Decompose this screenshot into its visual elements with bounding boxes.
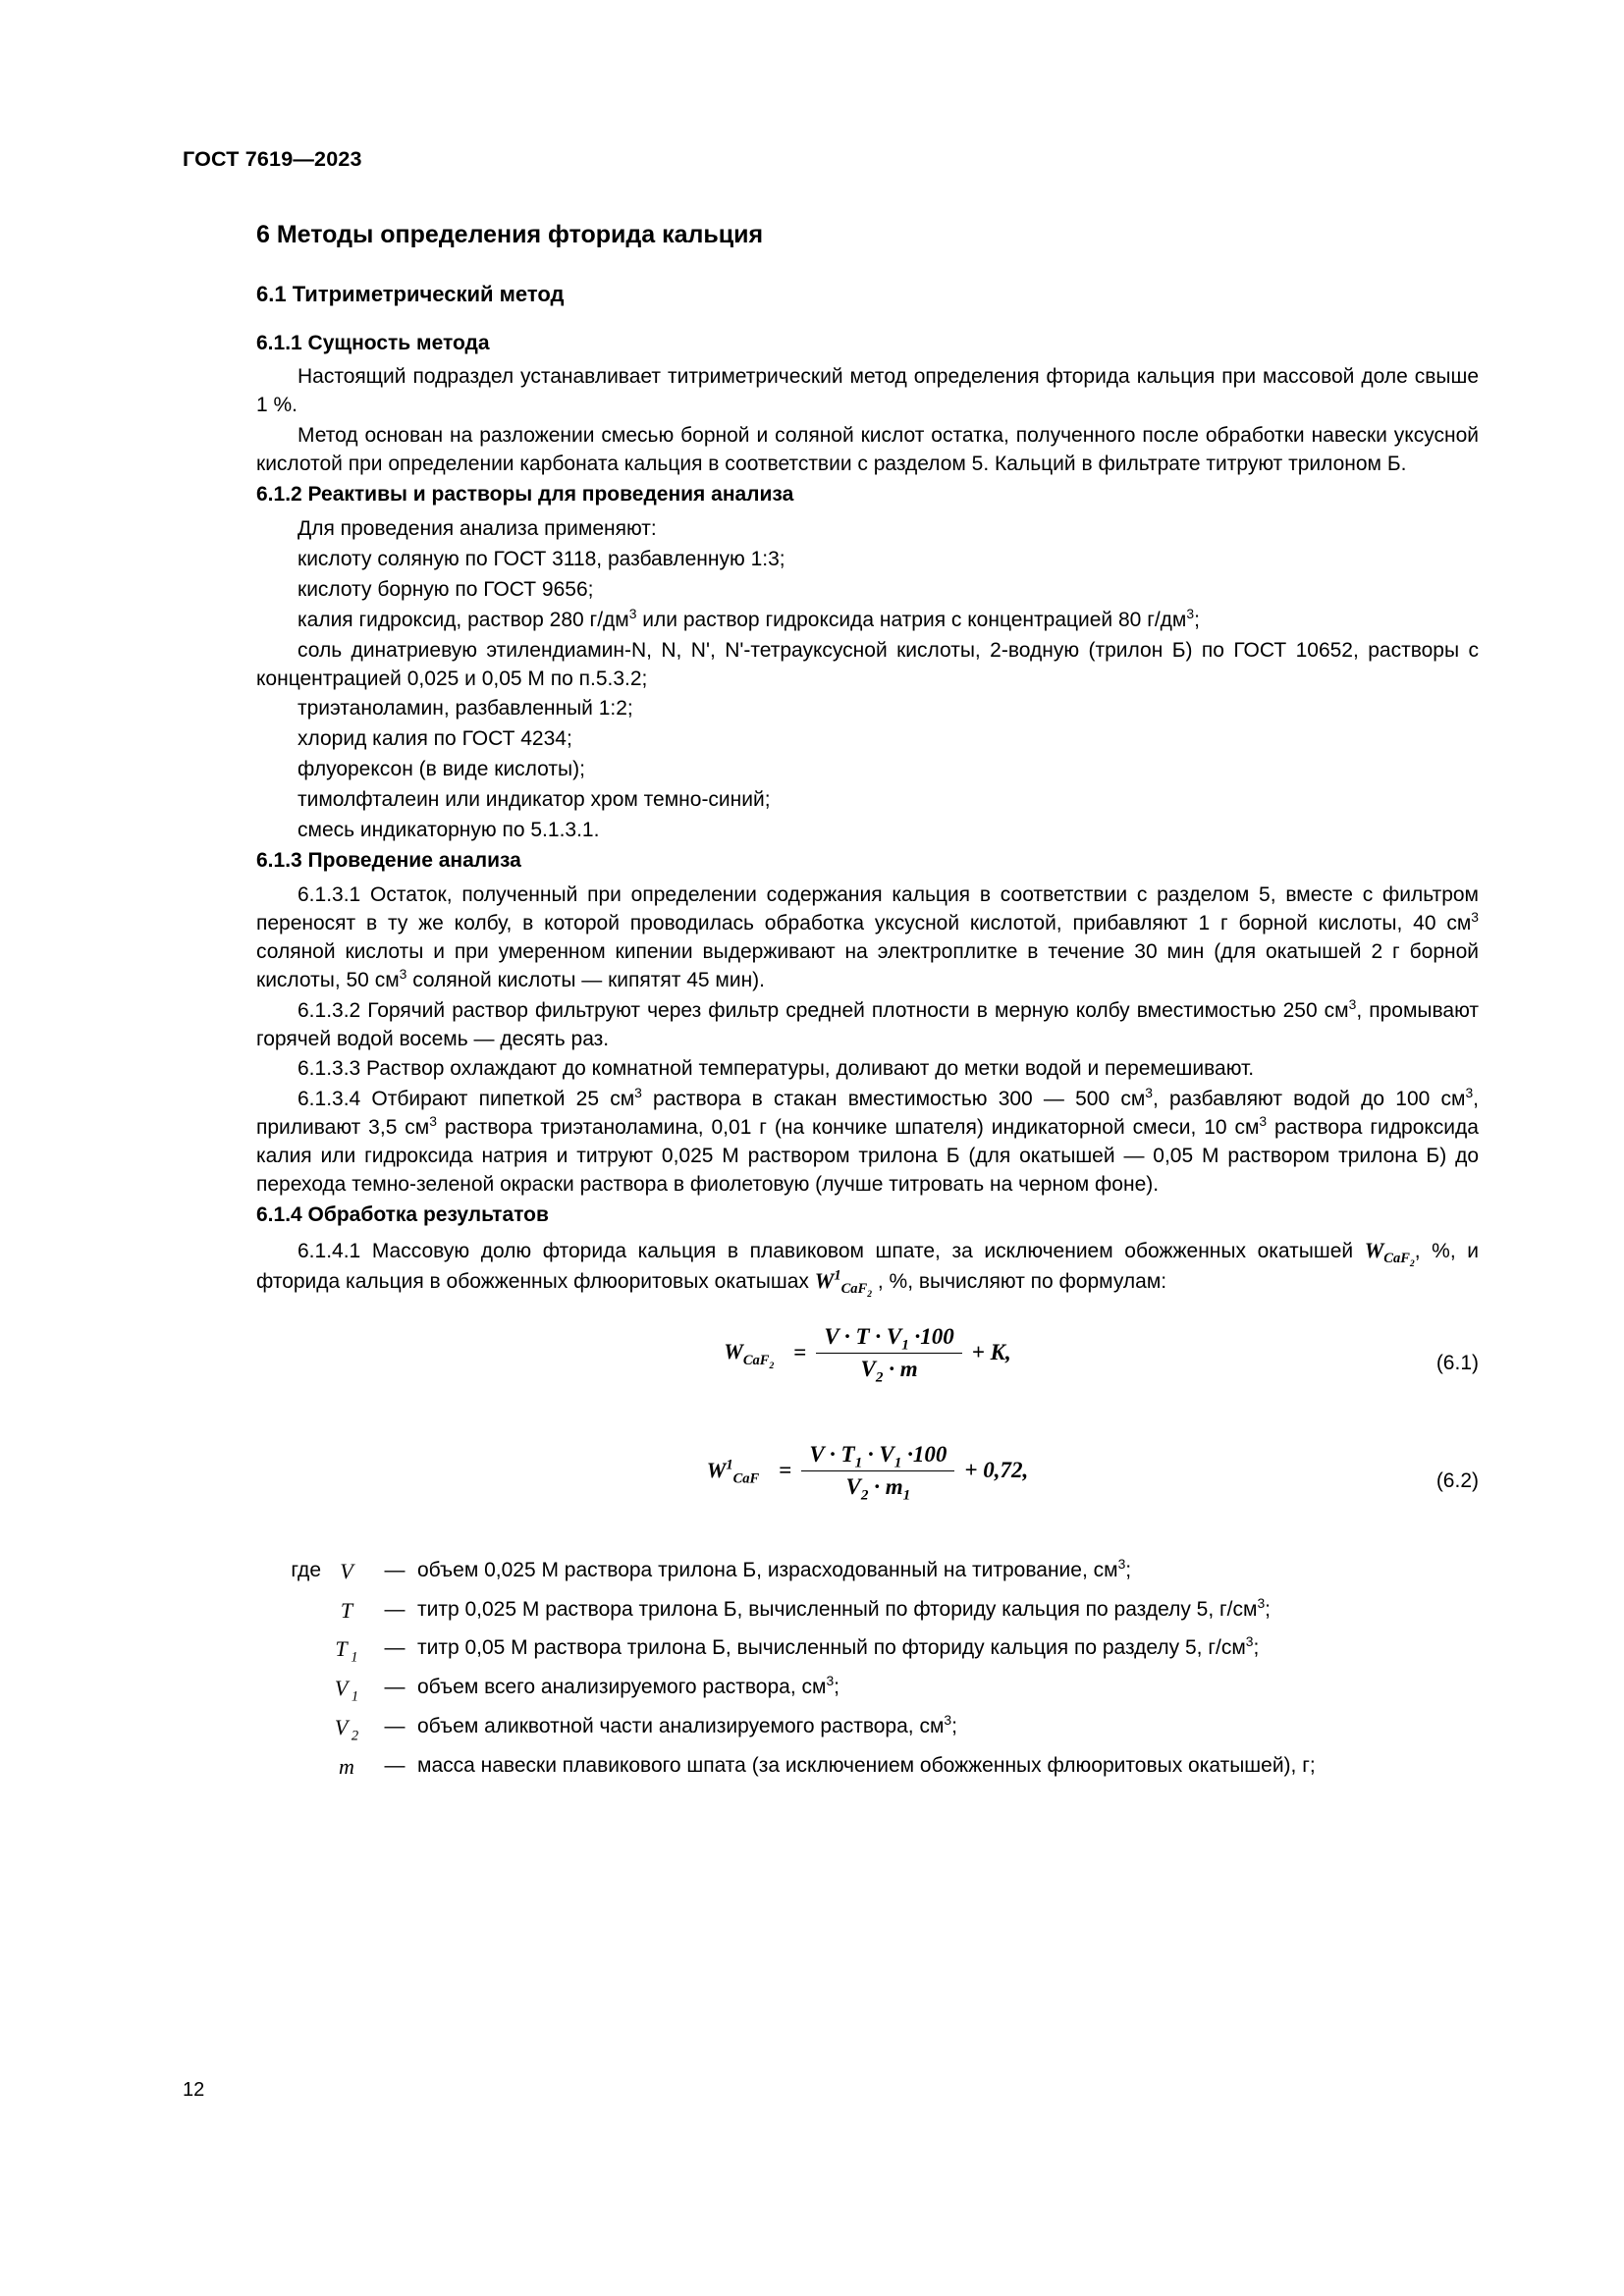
definition-symbol: T $_1$ [335,1636,358,1666]
reagent-item-8: тимолфталеин или индикатор хром темно-синий; [298,788,771,812]
reagent-item-3: калия гидроксид, раствор 280 $г/дм^3$ или раствор гидроксида натрия с концентрацией 80 $г/дм^3$; [298,605,1200,631]
standard-header: ГОСТ 7619—2023 [183,147,362,171]
section-title: 6 Методы определения фторида кальция [256,221,764,248]
analysis-heading: 6.1.3 Проведение анализа [256,849,521,873]
essence-heading: 6.1.1 Сущность метода [256,332,490,355]
formula-6-1-number: (6.1) [1435,1351,1479,1374]
definition-dash: — [384,1715,406,1738]
formula-6-1-fraction [816,1323,961,1386]
formula-6-1-tail: + K, [971,1340,1011,1365]
reagent-item-9: смесь индикаторную по 5.1.3.1. [298,819,600,842]
results-paragraph-1 [256,1236,1479,1300]
reagent-item-2: кислоту борную по ГОСТ 9656; [298,577,594,601]
definition-row [256,1629,1479,1669]
formula-6-2-tail: + 0,72, [964,1458,1029,1483]
formula-6-2-numerator: $V \cdot T_1 \cdot V_1 \cdot 100$ [801,1442,954,1471]
reagents-heading: 6.1.2 Реактивы и растворы для проведения анализа [256,483,794,507]
reagents-intro: Для проведения анализа применяют: [298,516,657,540]
where-spacer [256,1669,321,1708]
definition-description: титр 0,05 М раствора трилона Б, вычисленный по фториду кальция по разделу 5, $г/см^3$; [417,1633,1260,1660]
formula-6-1-equals: = [793,1340,807,1365]
analysis-paragraph-1: 6.1.3.1 Остаток, полученный при определении содержания кальция в соответствии с разделом 5, вместе с фильтром переносят в ту же колбу, в которой проводилась обработка уксусной кислотой, прибавляют 1 г борной кислоты, 40 $см^3$ соляной кислоты и при умеренном кипении выдерживают на электроплитке в течение 30 мин (для окатышей 2 г борной кислоты, 50 $см^3$ соляной кислоты — кипятят 45 мин). [256,882,1479,991]
definitions-table [256,1552,1479,1787]
definition-symbol: T [340,1597,353,1623]
definition-dash: — [384,1676,406,1699]
definition-row [256,1708,1479,1747]
formula-6-2-equals: = [779,1458,792,1483]
formula-6-1-expression [724,1323,1011,1386]
where-spacer [256,1747,321,1787]
definition-description: титр 0,025 М раствора трилона Б, вычисленный по фториду кальция по разделу 5, $г/см^3$; [417,1594,1272,1621]
essence-paragraph-1: Настоящий подраздел устанавливает титриметрический метод определения фторида кальция при массовой доле свыше 1 %. [256,365,1479,417]
reagent-item-7: флуорексон (в виде кислоты); [298,758,585,781]
where-spacer [256,1591,321,1630]
definition-row [256,1552,1479,1591]
results-text-part-3: , %, вычисляют по формулам: [872,1269,1167,1293]
results-heading: 6.1.4 Обработка результатов [256,1203,549,1227]
reagent-item-1: кислоту соляную по ГОСТ 3118, разбавленную 1:3; [298,547,785,570]
formula-6-2-number: (6.2) [1435,1468,1479,1492]
subsection-title: 6.1 Титриметрический метод [256,281,565,306]
definitions-block [256,1552,1479,1787]
symbol-w-caf2: $W_{CaF_2}$ [1364,1237,1415,1269]
results-text-part-2: , %, и фторида кальция в обожженных флюоритовых окатышах [256,1239,1479,1293]
definition-description: объем аликвотной части анализируемого раствора, $см^3$; [417,1712,957,1738]
symbol-w1-caf2: $W^1_{CaF_2}$ [814,1267,873,1300]
formula-6-2 [256,1442,1479,1526]
formula-6-1-denominator: $V_2 \cdot m$ [860,1356,918,1386]
page-content [183,147,1479,1787]
page-number: 12 [183,2079,205,2101]
formula-6-1 [256,1324,1479,1409]
formula-6-1-lhs: $W_{CaF_2}$ [724,1339,775,1371]
formula-6-2-lhs: $W^1_{CaF}$ [706,1457,760,1487]
where-label: где [291,1558,321,1581]
definition-symbol: V $_2$ [334,1715,359,1744]
definition-row [256,1747,1479,1787]
formula-6-2-denominator: $V_2 \cdot m_1$ [845,1473,911,1504]
definition-dash: — [384,1597,406,1621]
analysis-paragraph-2: 6.1.3.2 Горячий раствор фильтруют через фильтр средней плотности в мерную колбу вместимостью 250 $см^3$, промывают горячей водой восемь — десять раз. [256,995,1480,1050]
where-spacer [256,1708,321,1747]
formula-6-2-expression [706,1441,1029,1504]
essence-paragraph-2: Метод основан на разложении смесью борной и соляной кислот остатка, полученного после обработки навески уксусной кислотой при определении карбоната кальция в соответствии с разделом 5. Кальций в фильтрате титруют трилоном Б. [256,424,1479,476]
definition-row [256,1669,1479,1708]
definition-dash: — [384,1636,406,1660]
where-spacer [256,1629,321,1669]
formula-6-2-fraction [801,1441,954,1504]
body-column [256,219,1479,1787]
reagent-item-5: триэтаноламин, разбавленный 1:2; [298,697,633,721]
definition-symbol: V [340,1558,353,1583]
analysis-paragraph-3: 6.1.3.3 Раствор охлаждают до комнатной температуры, доливают до метки водой и перемешивают. [298,1057,1255,1081]
definition-description: объем 0,025 М раствора трилона Б, израсходованный на титрование, $см^3$; [417,1555,1132,1581]
definition-symbol: m [339,1754,354,1780]
definition-dash: — [384,1754,406,1778]
definition-row [256,1591,1479,1630]
definition-description: объем всего анализируемого раствора, $см^3$; [417,1673,840,1699]
reagent-item-4: соль динатриевую этилендиамин-N, N, N', N'-тетрауксусной кислоты, 2-водную (трилон Б) по ГОСТ 10652, растворы с концентрацией 0,025 и 0,05 М по п.5.3.2; [256,638,1479,690]
definition-symbol: V $_1$ [334,1676,359,1705]
reagent-item-6: хлорид калия по ГОСТ 4234; [298,727,572,751]
results-text-part-1: 6.1.4.1 Массовую долю фторида кальция в плавиковом шпате, за исключением обожженных окатышей [298,1239,1365,1262]
analysis-paragraph-4: 6.1.3.4 Отбирают пипеткой 25 $см^3$ раствора в стакан вместимостью 300 — 500 $см^3$, разбавляют водой до 100 $см^3$, приливают 3,5 $см^3$ раствора триэтаноламина, 0,01 г (на кончике шпателя) индикаторной смеси, 10 $см^3$ раствора гидроксида калия или гидроксида натрия и титруют 0,025 М раствором трилона Б (для окатышей — 0,05 М раствором трилона Б) до перехода темно-зеленой окраски раствора в фиолетовую (лучше титровать на черном фоне). [256,1085,1479,1197]
formula-6-1-numerator: $V \cdot T \cdot V_1 \cdot 100$ [816,1324,961,1354]
definition-dash: — [384,1558,406,1581]
definition-description: масса навески плавикового шпата (за исключением обожженных флюоритовых окатышей), г; [417,1754,1316,1778]
